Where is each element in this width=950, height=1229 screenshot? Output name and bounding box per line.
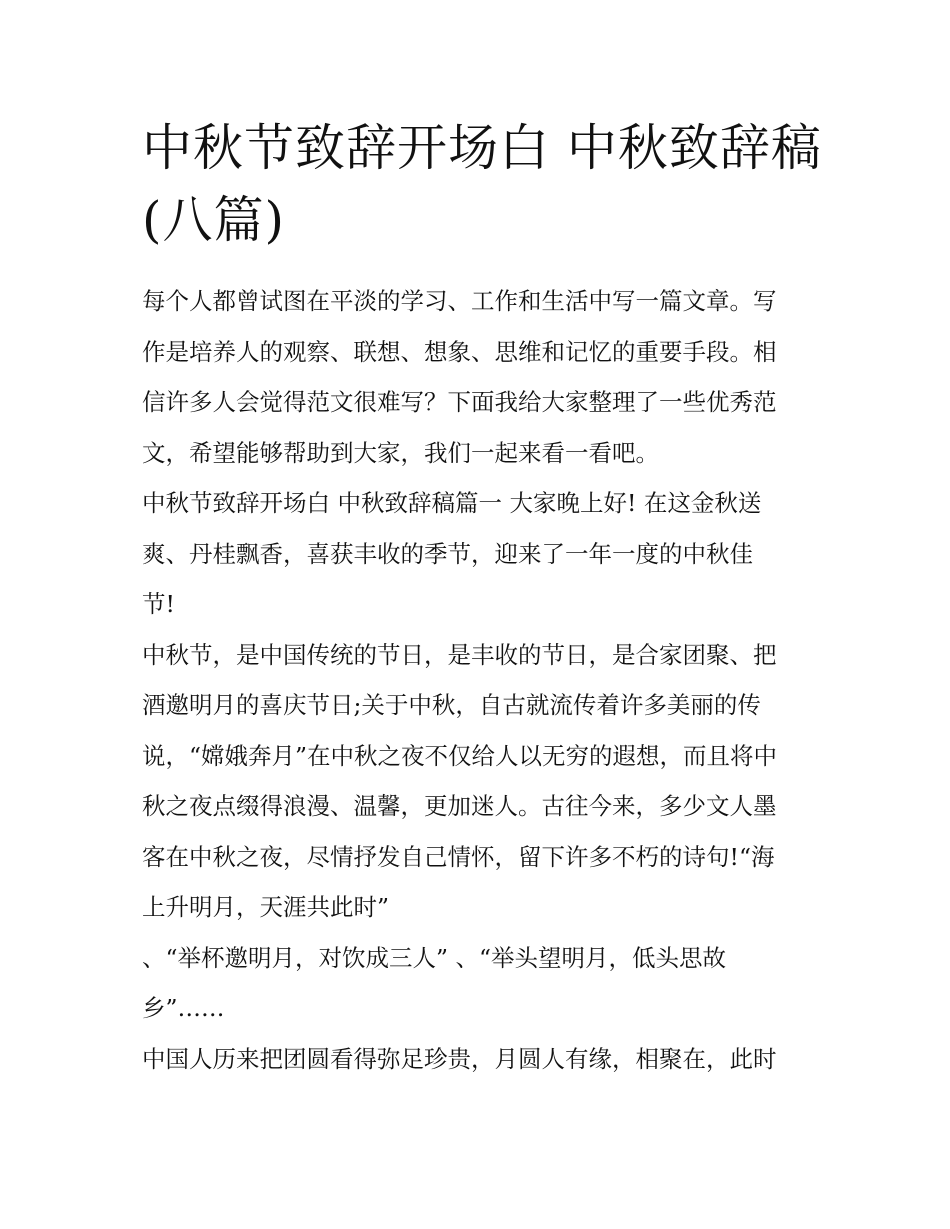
text-line: 说，“嫦娥奔月”在中秋之夜不仅给人以无穷的遐想，而且将中 xyxy=(142,741,778,770)
text-line: 秋之夜点缀得浪漫、温馨，更加迷人。古往今来，多少文人墨 xyxy=(142,792,777,820)
text-line: 、“举杯邀明月，对饮成三人” 、“举头望明月，低头思故 xyxy=(142,943,727,972)
text-line: 爽、丹桂飘香，喜获丰收的季节，迎来了一年一度的中秋佳 xyxy=(142,539,753,568)
text-line: 中秋节致辞开场白 中秋致辞稿篇一 大家晚上好! 在这金秋送 xyxy=(142,489,762,517)
text-line: 作是培养人的观察、联想、想象、思维和记忆的重要手段。相 xyxy=(142,337,777,366)
text-line: 每个人都曾试图在平淡的学习、工作和生活中写一篇文章。写 xyxy=(142,287,777,315)
text-line: 中秋节，是中国传统的节日，是丰收的节日，是合家团聚、把 xyxy=(142,640,777,669)
document-body xyxy=(142,276,814,1084)
text-line: 文，希望能够帮助到大家，我们一起来看一看吧。 xyxy=(142,438,659,467)
title-line-2: (八篇) xyxy=(142,191,286,249)
text-line: 上升明月，天涯共此时” xyxy=(142,893,390,921)
title-line-1: 中秋节致辞开场白 中秋致辞稿 xyxy=(142,119,822,177)
text-line: 乡”…… xyxy=(142,994,225,1022)
text-line: 节! xyxy=(142,590,175,618)
document-title xyxy=(142,112,822,256)
text-line: 中国人历来把团圆看得弥足珍贵，月圆人有缘，相聚在，此时 xyxy=(142,1044,777,1073)
text-line: 客在中秋之夜，尽情抒发自己情怀，留下许多不朽的诗句!“海 xyxy=(142,842,775,871)
text-line: 信许多人会觉得范文很难写？下面我给大家整理了一些优秀范 xyxy=(142,388,777,416)
text-line: 酒邀明月的喜庆节日;关于中秋，自古就流传着许多美丽的传 xyxy=(142,691,761,719)
